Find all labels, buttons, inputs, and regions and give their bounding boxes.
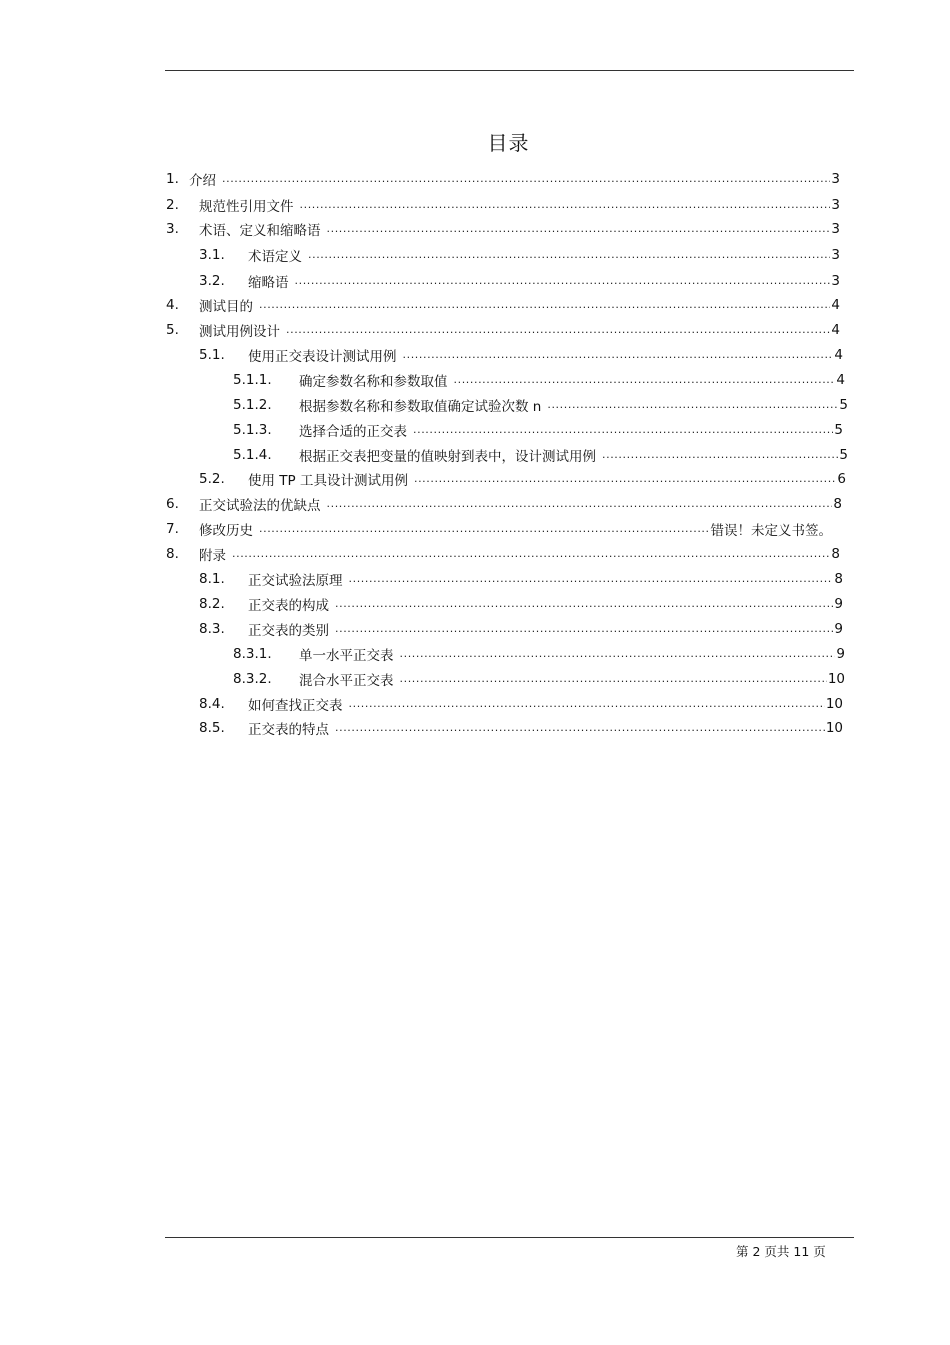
toc-entry-text: 单一水平正交表 — [299, 648, 394, 664]
toc-entry-text: 使用正交表设计测试用例 — [248, 349, 397, 365]
toc-entry-text: 规范性引用文件 — [199, 199, 294, 215]
toc-dot-leader — [547, 393, 838, 417]
toc-entry-text: 确定参数名称和参数取值 — [299, 374, 448, 390]
toc-entry-number: 3.2. — [199, 273, 225, 289]
toc-entry-8-5[interactable] — [199, 716, 843, 740]
toc-entry-number: 5.1.1. — [233, 372, 272, 388]
toc-dot-leader — [222, 167, 830, 191]
toc-entry-number: 5.1. — [199, 347, 225, 363]
toc-entry-page: 错误！未定义书签。 — [710, 523, 832, 539]
toc-entry-text: 混合水平正交表 — [299, 673, 394, 689]
toc-entry-text: 根据参数名称和参数取值确定试验次数 n — [299, 399, 542, 415]
toc-dot-leader — [454, 368, 836, 392]
toc-entry-number: 1. — [166, 171, 179, 187]
toc-entry-number: 4. — [166, 297, 179, 313]
toc-dot-leader — [335, 617, 833, 641]
toc-entry-5-1-4[interactable] — [233, 443, 848, 467]
toc-dot-leader — [400, 667, 827, 691]
toc-dot-leader — [259, 293, 830, 317]
toc-dot-leader — [327, 492, 833, 516]
toc-entry-number: 5.2. — [199, 471, 225, 487]
toc-entry-text: 正交试验法原理 — [248, 573, 343, 589]
toc-dot-leader — [335, 716, 825, 740]
toc-entry-5[interactable] — [166, 318, 840, 342]
toc-entry-8-3-1[interactable] — [233, 642, 845, 666]
toc-dot-leader — [232, 542, 830, 566]
toc-entry-page: 4 — [836, 372, 845, 388]
toc-entry-3-2[interactable] — [199, 269, 840, 293]
toc-entry-8-3[interactable] — [199, 617, 843, 641]
toc-entry-5-1-1[interactable] — [233, 368, 845, 392]
toc-entry-text: 正交试验法的优缺点 — [199, 498, 321, 514]
toc-entry-8-4[interactable] — [199, 692, 843, 716]
toc-title: 目录 — [487, 131, 530, 155]
toc-entry-number: 5.1.3. — [233, 422, 272, 438]
toc-entry-page: 9 — [836, 646, 845, 662]
toc-entry-3-1[interactable] — [199, 243, 840, 267]
toc-entry-8-1[interactable] — [199, 567, 843, 591]
toc-entry-page: 3 — [831, 221, 840, 237]
toc-entry-page: 5 — [834, 422, 843, 438]
toc-entry-page: 6 — [837, 471, 846, 487]
toc-entry-page: 4 — [831, 322, 840, 338]
toc-entry-text: 选择合适的正交表 — [299, 424, 407, 440]
toc-entry-5-2[interactable] — [199, 467, 846, 491]
toc-entry-page: 10 — [825, 720, 843, 736]
toc-dot-leader — [308, 243, 830, 267]
toc-entry-text: 术语定义 — [248, 249, 302, 265]
toc-entry-text: 根据正交表把变量的值映射到表中，设计测试用例 — [299, 449, 596, 465]
toc-entry-page: 8 — [834, 571, 843, 587]
toc-entry-page: 3 — [831, 171, 840, 187]
toc-entry-text: 测试用例设计 — [199, 324, 280, 340]
toc-entry-5-1-2[interactable] — [233, 393, 848, 417]
toc-entry-number: 3.1. — [199, 247, 225, 263]
toc-entry-8-3-2[interactable] — [233, 667, 845, 691]
toc-entry-number: 2. — [166, 197, 179, 213]
toc-dot-leader — [349, 567, 834, 591]
toc-entry-text: 缩略语 — [248, 275, 289, 291]
toc-entry-page: 3 — [831, 273, 840, 289]
toc-entry-number: 5. — [166, 322, 179, 338]
toc-entry-text: 如何查找正交表 — [248, 698, 343, 714]
toc-entry-text: 测试目的 — [199, 299, 253, 315]
toc-entry-page: 5 — [839, 397, 848, 413]
toc-entry-text: 介绍 — [189, 173, 216, 189]
toc-entry-number: 8.3. — [199, 621, 225, 637]
toc-entry-3[interactable] — [166, 217, 840, 241]
toc-entry-text: 修改历史 — [199, 523, 253, 539]
toc-dot-leader — [335, 592, 833, 616]
toc-entry-number: 8.3.2. — [233, 671, 272, 687]
toc-entry-page: 3 — [831, 247, 840, 263]
toc-entry-4[interactable] — [166, 293, 840, 317]
toc-entry-7[interactable] — [166, 517, 832, 541]
toc-entry-1[interactable] — [166, 167, 840, 191]
toc-entry-page: 9 — [834, 621, 843, 637]
toc-entry-text: 附录 — [199, 548, 226, 564]
footer-page-number: 第 2 页共 11 页 — [736, 1244, 826, 1259]
toc-entry-number: 8.4. — [199, 696, 225, 712]
toc-entry-page: 4 — [831, 297, 840, 313]
toc-dot-leader — [295, 269, 831, 293]
toc-entry-page: 5 — [839, 447, 848, 463]
toc-entry-number: 7. — [166, 521, 179, 537]
toc-dot-leader — [286, 318, 830, 342]
toc-entry-number: 8.5. — [199, 720, 225, 736]
toc-entry-number: 8. — [166, 546, 179, 562]
toc-entry-5-1-3[interactable] — [233, 418, 843, 442]
toc-entry-number: 5.1.4. — [233, 447, 272, 463]
toc-entry-number: 6. — [166, 496, 179, 512]
toc-entry-number: 5.1.2. — [233, 397, 272, 413]
toc-entry-page: 4 — [834, 347, 843, 363]
toc-entry-text: 术语、定义和缩略语 — [199, 223, 321, 239]
toc-entry-number: 8.1. — [199, 571, 225, 587]
toc-entry-text: 正交表的特点 — [248, 722, 329, 738]
toc-dot-leader — [400, 642, 836, 666]
toc-dot-leader — [413, 418, 833, 442]
toc-entry-number: 8.2. — [199, 596, 225, 612]
header-rule — [165, 70, 854, 71]
toc-entry-page: 8 — [833, 496, 842, 512]
toc-entry-page: 9 — [834, 596, 843, 612]
toc-dot-leader — [327, 217, 831, 241]
toc-entry-page: 3 — [831, 197, 840, 213]
toc-entry-6[interactable] — [166, 492, 842, 516]
footer-rule — [165, 1237, 854, 1238]
toc-entry-2[interactable] — [166, 193, 840, 217]
toc-entry-8-2[interactable] — [199, 592, 843, 616]
toc-entry-text: 正交表的类别 — [248, 623, 329, 639]
toc-entry-5-1[interactable] — [199, 343, 843, 367]
toc-dot-leader — [414, 467, 836, 491]
toc-dot-leader — [403, 343, 834, 367]
toc-dot-leader — [602, 443, 838, 467]
toc-dot-leader — [349, 692, 825, 716]
toc-entry-number: 3. — [166, 221, 179, 237]
toc-entry-page: 10 — [825, 696, 843, 712]
toc-entry-text: 使用 TP 工具设计测试用例 — [248, 473, 408, 489]
toc-entry-number: 8.3.1. — [233, 646, 272, 662]
toc-dot-leader — [259, 517, 710, 541]
toc-entry-page: 8 — [831, 546, 840, 562]
toc-entry-8[interactable] — [166, 542, 840, 566]
toc-entry-page: 10 — [827, 671, 845, 687]
toc-entry-text: 正交表的构成 — [248, 598, 329, 614]
toc-dot-leader — [300, 193, 831, 217]
